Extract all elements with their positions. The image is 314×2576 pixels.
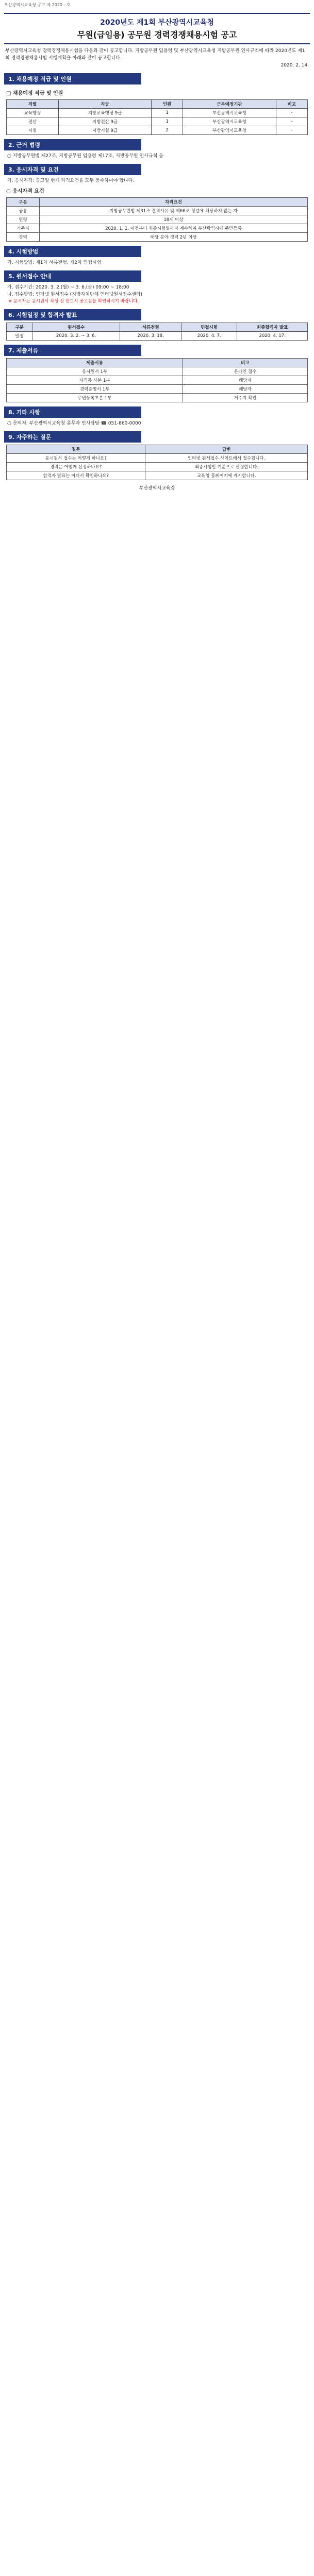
table2-caption: ○ 응시자격 요건 (6, 189, 44, 194)
cell: 온라인 접수 (183, 367, 308, 376)
table-row (7, 394, 308, 402)
table-row (7, 471, 308, 480)
cell: 부산광역시교육청 (183, 126, 276, 135)
cell: 교육청 홈페이지에 게시합니다. (145, 471, 308, 480)
apply-period: 가. 접수기간: 2020. 3. 2.(월) ~ 3. 6.(금) 09:00 ~ 18:00 (7, 285, 129, 290)
section-header-3: 3. 응시자격 및 요건 (4, 164, 141, 175)
exam-text: 가. 시험방법: 제1차 서류전형, 제2차 면접시험 (7, 260, 102, 265)
cell: 응시원서 1부 (7, 367, 183, 376)
col-header: 직급 (59, 100, 152, 109)
intro-text: 부산광역시교육청 경력경쟁채용시험을 다음과 같이 공고합니다. 지방공무원 임용령 및 부산광역시교육청 지방공무원 인사규칙에 따라 2020년도 제1회 경력경쟁채용시험 시행계획을 아래와 같이 공고합니다. (5, 48, 305, 61)
cell: 18세 이상 (39, 215, 307, 224)
col-header: 비고 (276, 100, 307, 109)
cell: 2 (151, 126, 183, 135)
cell: 경력증명서 1부 (7, 385, 183, 394)
section-header-7: 7. 제출서류 (4, 345, 141, 356)
cell: 지방시설 9급 (59, 126, 152, 135)
col-header: 자격요건 (39, 198, 307, 207)
faq-table (6, 445, 308, 480)
positions-table (6, 99, 308, 135)
col-header: 최종합격자 발표 (237, 323, 308, 332)
cell: 해당 분야 경력 2년 이상 (39, 233, 307, 242)
section-header-5: 5. 원서접수 안내 (4, 270, 141, 282)
cell: 2020. 3. 2. ~ 3. 6. (32, 332, 120, 341)
table-row (7, 109, 308, 117)
col-header: 구분 (7, 323, 32, 332)
col-header: 근무예정기관 (183, 100, 276, 109)
qualification-text: 가. 응시자격: 공고일 현재 자격요건을 모두 충족하여야 합니다. (7, 178, 135, 183)
section-header-8: 8. 기타 사항 (4, 406, 141, 418)
title-sub: 2020년도 제1회 부산광역시교육청 (100, 19, 214, 27)
section-header-2: 2. 근거 법령 (4, 139, 141, 150)
title-main: 무원(급임용) 공무원 경력경쟁채용시험 공고 (77, 30, 237, 40)
table-row (7, 454, 308, 463)
law-text: ○ 지방공무원법 제27조, 지방공무원 임용령 제17조, 지방공무원 인사규칙 등 (7, 154, 163, 159)
cell: 2020. 3. 18. (120, 332, 181, 341)
col-header: 직렬 (7, 100, 59, 109)
announcement-number: 부산광역시교육청 공고 제 2020 - 호 (4, 3, 71, 7)
section-header-9: 9. 자주하는 질문 (4, 431, 141, 443)
cell: 해당자 (183, 376, 308, 385)
title-block (4, 13, 310, 44)
col-header: 제출서류 (7, 359, 183, 367)
documents-table (6, 358, 308, 402)
table-row (7, 207, 308, 215)
schedule-table (6, 323, 308, 341)
apply-notice: ※ 응시자는 응시원서 작성 전 반드시 공고문을 확인하시기 바랍니다. (8, 299, 139, 304)
col-header: 질문 (7, 445, 145, 454)
col-header: 서류전형 (120, 323, 181, 332)
section-header-6: 6. 시험일정 및 합격자 발표 (4, 309, 141, 320)
section-header-1: 1. 채용예정 직급 및 인원 (4, 73, 141, 84)
cell: 부산광역시교육청 (183, 117, 276, 126)
cell: 최종시험일 기준으로 산정합니다. (145, 463, 308, 471)
col-header: 인원 (151, 100, 183, 109)
table-row (7, 332, 308, 341)
cell: 2020. 1. 1. 이전부터 최종시험일까지 계속하여 부산광역시에 주민등록 (39, 224, 307, 233)
qualification-table (6, 197, 308, 242)
cell: 해당자 (183, 385, 308, 394)
cell: 2020. 4. 7. (181, 332, 237, 341)
table-row (7, 376, 308, 385)
cell: 연령 (7, 215, 40, 224)
cell: 1 (151, 109, 183, 117)
table-row (7, 126, 308, 135)
cell: 일정 (7, 332, 32, 341)
table-row (7, 385, 308, 394)
table-row (7, 367, 308, 376)
cell: - (276, 109, 307, 117)
cell: 2020. 4. 17. (237, 332, 308, 341)
cell: 인터넷 원서접수 사이트에서 접수합니다. (145, 454, 308, 463)
table-row (7, 215, 308, 224)
announce-date: 2020. 2. 14. (280, 63, 309, 68)
cell: 경력은 어떻게 산정하나요? (7, 463, 145, 471)
col-header: 답변 (145, 445, 308, 454)
cell: 전산 (7, 117, 59, 126)
cell: 부산광역시교육청 (183, 109, 276, 117)
cell: 시설 (7, 126, 59, 135)
cell: 주민등록초본 1부 (7, 394, 183, 402)
cell: 경력 (7, 233, 40, 242)
table-row (7, 224, 308, 233)
cell: 자격증 사본 1부 (7, 376, 183, 385)
table-row (7, 233, 308, 242)
cell: 1 (151, 117, 183, 126)
cell: 거주지 확인 (183, 394, 308, 402)
col-header: 원서접수 (32, 323, 120, 332)
cell: - (276, 126, 307, 135)
col-header: 구분 (7, 198, 40, 207)
cell: 교육행정 (7, 109, 59, 117)
apply-method: 나. 접수방법: 인터넷 원서접수 (지방자치단체 인터넷원서접수센터) (7, 292, 142, 297)
col-header: 면접시험 (181, 323, 237, 332)
table-row (7, 463, 308, 471)
cell: 공통 (7, 207, 40, 215)
cell: 지방공무원법 제31조 결격사유 및 제66조 정년에 해당하지 않는 자 (39, 207, 307, 215)
col-header: 비고 (183, 359, 308, 367)
cell: 합격자 발표는 어디서 확인하나요? (7, 471, 145, 480)
table-row (7, 117, 308, 126)
section-header-4: 4. 시험방법 (4, 246, 141, 257)
cell: 거주지 (7, 224, 40, 233)
table1-caption: □ 채용예정 직급 및 인원 (6, 91, 63, 96)
footer-signature: 부산광역시교육감 (139, 486, 175, 491)
cell: 지방교육행정 9급 (59, 109, 152, 117)
contact-text: ○ 문의처: 부산광역시교육청 총무과 인사담당 ☎ 051-860-0000 (7, 421, 141, 426)
cell: - (276, 117, 307, 126)
cell: 지방전산 9급 (59, 117, 152, 126)
cell: 응시원서 접수는 어떻게 하나요? (7, 454, 145, 463)
